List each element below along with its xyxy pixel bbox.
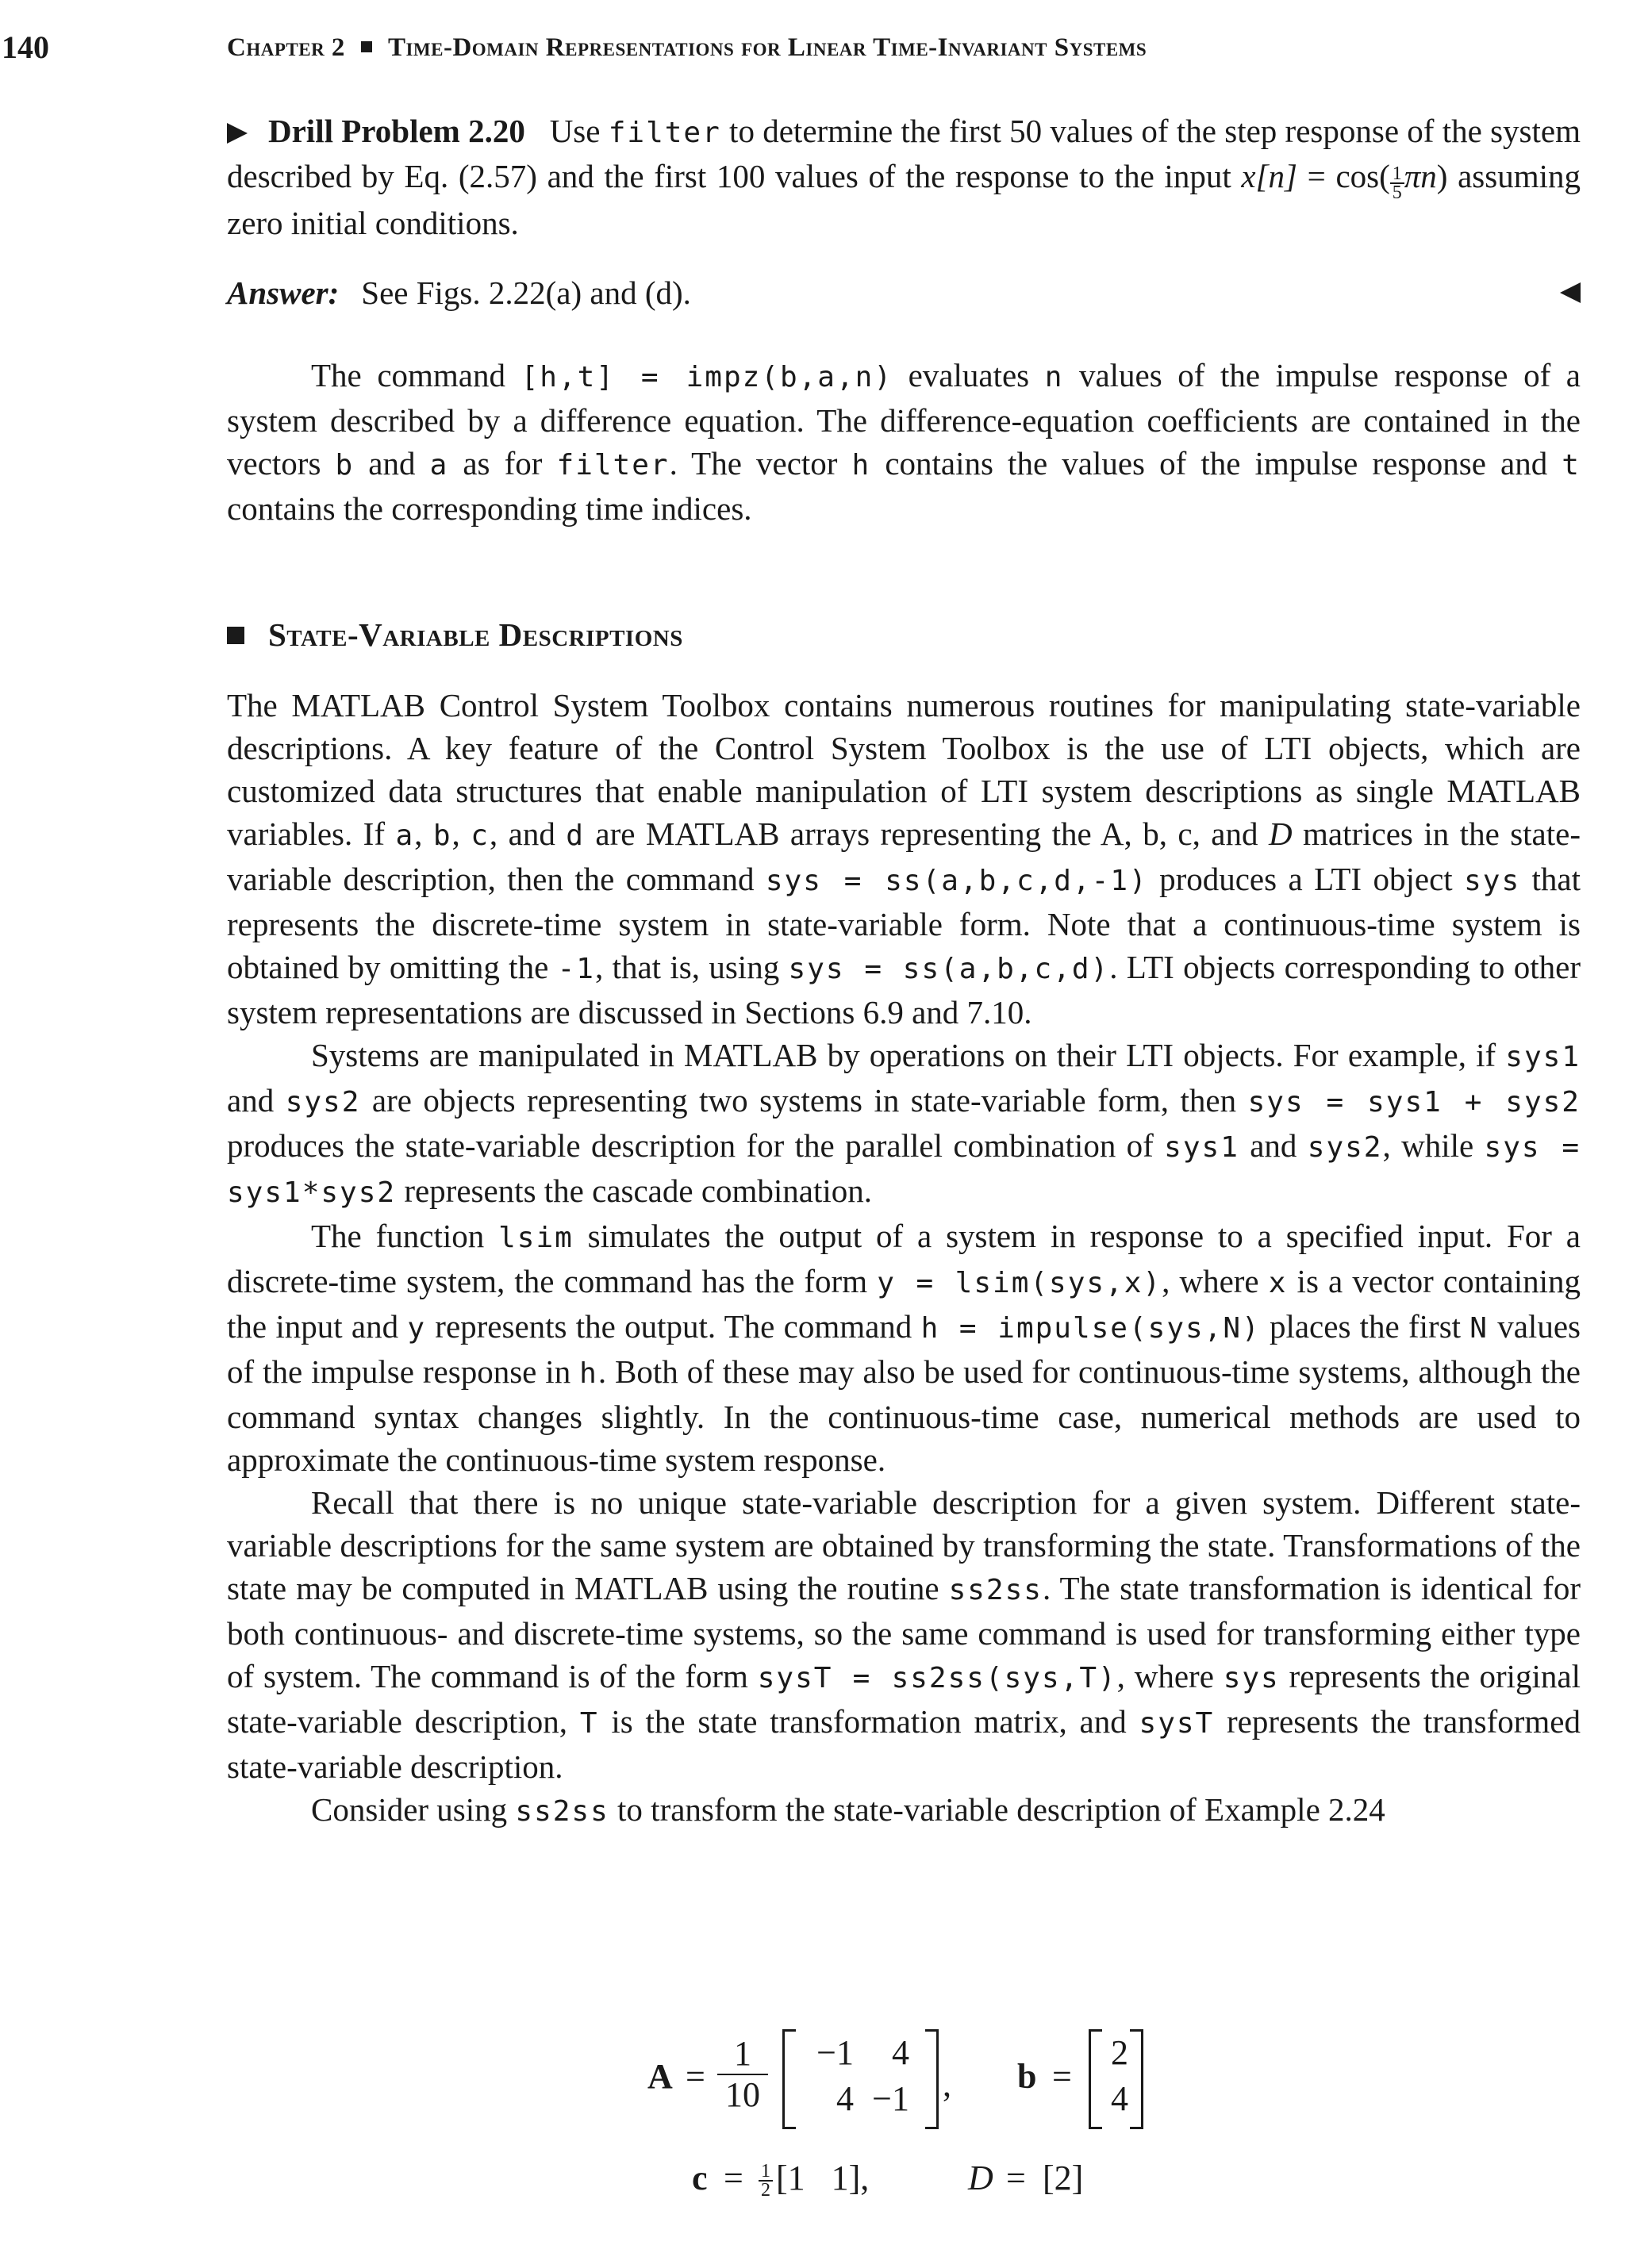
text: are MATLAB arrays representing the A, b, c, and bbox=[584, 815, 1269, 852]
text: , bbox=[414, 815, 433, 852]
text: Systems are manipulated in MATLAB by operations on their LTI objects. For example, if bbox=[311, 1037, 1506, 1073]
paragraph-impz bbox=[227, 354, 1581, 530]
code: T bbox=[579, 1707, 599, 1740]
code: a bbox=[395, 819, 415, 852]
text: represents the original state-variable description, bbox=[227, 1658, 1581, 1740]
eq-equals: = bbox=[1052, 2057, 1072, 2096]
code: b bbox=[432, 819, 452, 852]
section-heading bbox=[227, 616, 1581, 663]
drill-text: ) assuming zero initial conditions. bbox=[227, 158, 1581, 241]
code: c bbox=[471, 819, 490, 852]
bracket-right bbox=[1130, 2029, 1143, 2129]
bracket-left bbox=[782, 2029, 796, 2129]
eq-c-label: c bbox=[692, 2159, 708, 2197]
running-title bbox=[227, 33, 1147, 63]
section-square-icon bbox=[227, 627, 244, 644]
code: sysT = ss2ss(sys,T) bbox=[757, 1662, 1117, 1694]
code: [h,t] = impz(b,a,n) bbox=[521, 361, 893, 393]
text: . The vector bbox=[669, 445, 852, 482]
code: sysT bbox=[1139, 1707, 1215, 1740]
text: and bbox=[1239, 1127, 1308, 1164]
eq-c-vector: [1 1], bbox=[776, 2159, 870, 2197]
paragraph-4 bbox=[227, 1481, 1581, 1788]
frac-num: 1 bbox=[759, 2162, 773, 2182]
code: h bbox=[851, 449, 871, 482]
text: The function bbox=[311, 1218, 499, 1254]
code: sys1 bbox=[1164, 1131, 1239, 1164]
text: , that is, using bbox=[594, 949, 789, 985]
text: contains the corresponding time indices. bbox=[227, 490, 752, 527]
paragraph-5 bbox=[227, 1788, 1581, 1833]
eq-b-label: b bbox=[1017, 2057, 1037, 2096]
vector-cell: 2 bbox=[1111, 2033, 1128, 2072]
code: sys = sys1*sys2 bbox=[227, 1131, 1581, 1209]
vector-b bbox=[1089, 2029, 1144, 2124]
text: and bbox=[354, 445, 430, 482]
text: Recall that there is no unique state-variable description for a given system. Different state-variable descriptions for the same system are obtained by transforming the state. Transformations of the state may be computed in MATLAB using the routine bbox=[227, 1484, 1581, 1606]
eq-comma: , bbox=[943, 2065, 951, 2104]
eq-equals: = bbox=[686, 2057, 705, 2096]
text: , while bbox=[1382, 1127, 1485, 1164]
code: sys1 bbox=[1505, 1041, 1581, 1073]
text: values of the impulse response in bbox=[227, 1308, 1581, 1390]
text: matrices in the state-variable description, then the command bbox=[227, 815, 1581, 897]
drill-text: Use bbox=[549, 113, 609, 149]
code: y = lsim(sys,x) bbox=[877, 1267, 1162, 1299]
paragraph-1 bbox=[227, 684, 1581, 1034]
text: , where bbox=[1162, 1263, 1269, 1299]
text: that represents the discrete-time system in state-variable form. Note that a continuous-time system is obtained by omitting the bbox=[227, 861, 1581, 985]
text: . Both of these may also be used for continuous-time systems, although the command syntax changes slightly. In the continuous-time case, numerical methods are used to approximate the continuous-time system response. bbox=[227, 1353, 1581, 1478]
code: N bbox=[1469, 1312, 1489, 1345]
code: x bbox=[1268, 1267, 1288, 1299]
frac-den: 5 bbox=[1392, 182, 1402, 203]
matrix-A bbox=[782, 2029, 941, 2124]
section-title: State-Variable Descriptions bbox=[268, 616, 683, 653]
frac-num: 1 bbox=[717, 2034, 768, 2075]
running-header bbox=[0, 24, 1625, 71]
text: simulates the output of a system in response to a specified input. For a discrete-time system, the command has the form bbox=[227, 1218, 1581, 1299]
eq-A-label: A bbox=[647, 2057, 673, 2096]
matrix-cell: 4 bbox=[892, 2033, 909, 2072]
text: . The state transformation is identical for both continuous- and discrete-time systems, so the same command is used for transforming either type of system. The command is of the form bbox=[227, 1570, 1581, 1694]
drill-problem bbox=[227, 109, 1581, 244]
code: b bbox=[335, 449, 355, 482]
code: n bbox=[1044, 361, 1064, 393]
drill-answer bbox=[227, 271, 1581, 314]
text: to transform the state-variable description of Example 2.24 bbox=[609, 1791, 1385, 1828]
page-number: 140 bbox=[2, 29, 49, 65]
text: evaluates bbox=[893, 357, 1045, 393]
eq-equals: = bbox=[1006, 2159, 1026, 2197]
text: , and bbox=[489, 815, 567, 852]
code: y bbox=[407, 1312, 427, 1345]
code: -1 bbox=[557, 953, 595, 985]
text: produces a LTI object bbox=[1147, 861, 1465, 897]
equation-matrices bbox=[227, 2029, 1581, 2124]
code: sys2 bbox=[1307, 1131, 1383, 1164]
matrix-cell: −1 bbox=[872, 2079, 909, 2118]
code: h bbox=[579, 1357, 598, 1390]
frac-den: 10 bbox=[725, 2075, 760, 2114]
drill-text: to determine the first 50 values of the step response of the system described by Eq. (2.57) and the first 100 values of the response to the input bbox=[227, 113, 1581, 194]
text: produces the state-variable description for the parallel combination of bbox=[227, 1127, 1165, 1164]
fraction-one-fifth bbox=[1390, 165, 1404, 201]
code: ss2ss bbox=[515, 1795, 609, 1828]
vector-cell: 4 bbox=[1111, 2079, 1128, 2118]
text: The command bbox=[311, 357, 521, 393]
code: sys = ss(a,b,c,d,-1) bbox=[765, 865, 1148, 897]
code: t bbox=[1562, 449, 1581, 482]
paragraph-3 bbox=[227, 1215, 1581, 1481]
text: . LTI objects corresponding to other system representations are discussed in Sections 6.9 and 7.10. bbox=[227, 949, 1581, 1030]
text: represents the transformed state-variable description. bbox=[227, 1703, 1581, 1785]
eq-D-label: D bbox=[968, 2159, 993, 2197]
text: , bbox=[451, 815, 471, 852]
code: d bbox=[566, 819, 585, 852]
code: filter bbox=[556, 449, 670, 482]
bracket-right bbox=[925, 2029, 939, 2129]
code: lsim bbox=[498, 1222, 574, 1254]
text: Consider using bbox=[311, 1791, 516, 1828]
text: values of the impulse response of a system described by a difference equation. The difference-equation coefficients are contained in the vectors bbox=[227, 357, 1581, 482]
drill-pi-n: πn bbox=[1404, 158, 1437, 194]
matrix-cell: −1 bbox=[816, 2033, 854, 2072]
text: and bbox=[227, 1082, 286, 1119]
text: is the state transformation matrix, and bbox=[598, 1703, 1139, 1740]
drill-marker-icon bbox=[227, 123, 248, 144]
answer-text: See Figs. 2.22(a) and (d). bbox=[361, 274, 691, 311]
code: ss2ss bbox=[948, 1574, 1043, 1606]
code: sys bbox=[1464, 865, 1521, 897]
math-d: D bbox=[1268, 815, 1293, 852]
text: contains the values of the impulse response and bbox=[870, 445, 1562, 482]
text: , where bbox=[1116, 1658, 1224, 1694]
code: sys bbox=[1223, 1662, 1280, 1694]
separator-square-icon bbox=[361, 41, 372, 52]
eq-D-value: [2] bbox=[1043, 2159, 1084, 2197]
code-filter: filter bbox=[608, 117, 721, 149]
text: places the first bbox=[1260, 1308, 1470, 1345]
text: The MATLAB Control System Toolbox contains numerous routines for manipulating state-variable descriptions. A key feature of the Control System Toolbox is the use of LTI objects, which are customized data structures that enable manipulation of LTI system descriptions as single MATLAB variables. If bbox=[227, 687, 1581, 852]
text: represents the cascade combination. bbox=[396, 1172, 873, 1209]
equation-c-d bbox=[227, 2155, 1581, 2202]
frac-den: 2 bbox=[761, 2180, 770, 2201]
code: sys = sys1 + sys2 bbox=[1247, 1086, 1581, 1119]
code: h = impulse(sys,N) bbox=[920, 1312, 1261, 1345]
text: are objects representing two systems in state-variable form, then bbox=[360, 1082, 1248, 1119]
chapter-label: Chapter 2 bbox=[227, 33, 345, 62]
fraction-one-half bbox=[759, 2162, 773, 2199]
eq-equals: = bbox=[724, 2159, 743, 2197]
code: a bbox=[429, 449, 449, 482]
chapter-title: Time-Domain Representations for Linear Time-Invariant Systems bbox=[387, 33, 1147, 62]
matrix-cell: 4 bbox=[836, 2079, 854, 2118]
text: as for bbox=[448, 445, 557, 482]
frac-num: 1 bbox=[1390, 165, 1404, 184]
drill-text: = cos( bbox=[1297, 158, 1390, 194]
drill-xn: x[n] bbox=[1241, 158, 1297, 194]
paragraph-2 bbox=[227, 1034, 1581, 1215]
code: sys = ss(a,b,c,d) bbox=[788, 953, 1110, 985]
answer-label: Answer: bbox=[227, 274, 340, 311]
text: represents the output. The command bbox=[426, 1308, 921, 1345]
section-body bbox=[227, 684, 1581, 1833]
end-marker-icon bbox=[1560, 282, 1581, 303]
text: is a vector containing the input and bbox=[227, 1263, 1581, 1345]
drill-label: Drill Problem 2.20 bbox=[268, 113, 525, 149]
code: sys2 bbox=[285, 1086, 361, 1119]
eq-A-fraction bbox=[717, 2034, 768, 2115]
